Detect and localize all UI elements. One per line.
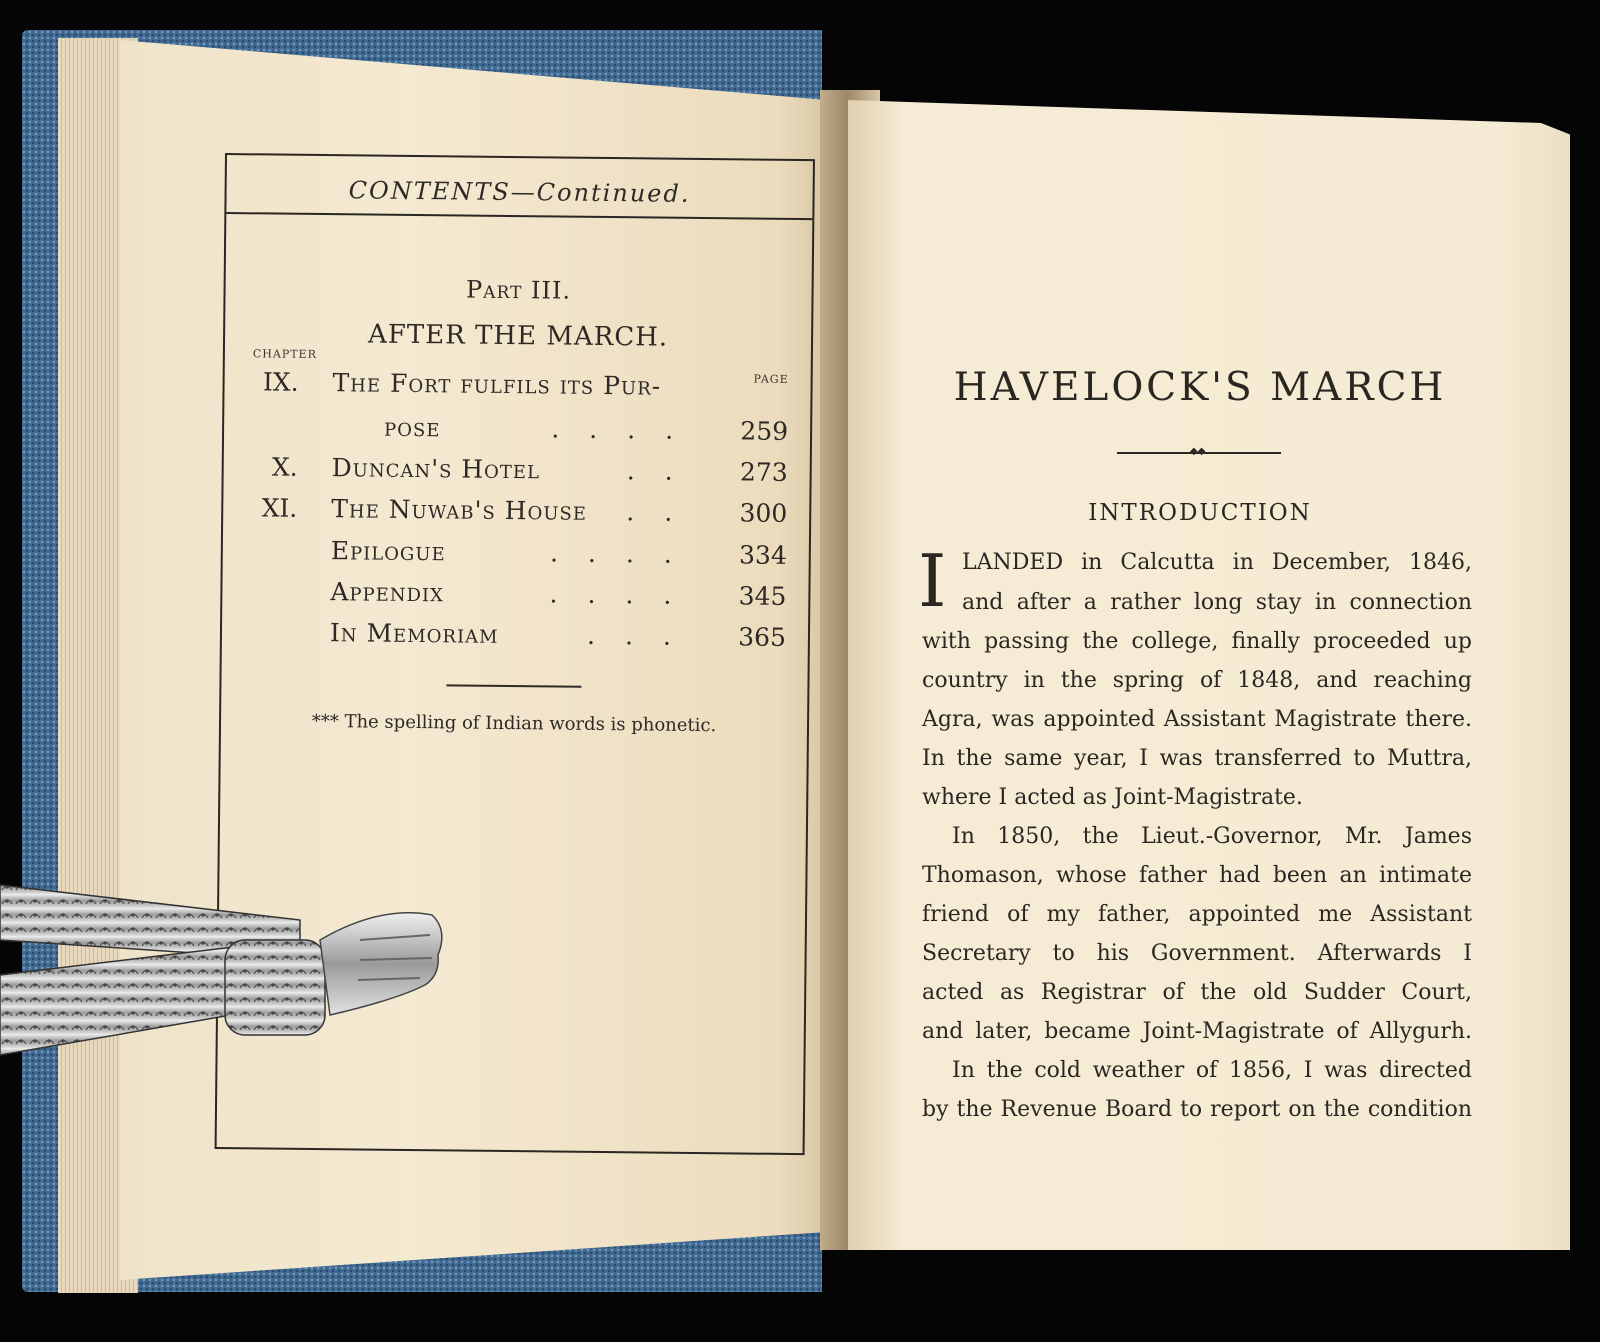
chapter-title: The Fort fulfils its Pur- [332,368,662,401]
text-line: by the Revenue Board to report on the condition [922,1097,1472,1122]
page-number: 259 [740,416,789,446]
contents-entry [224,367,788,409]
text-line: In the cold weather of 1856, I was directed [952,1058,1472,1083]
contents-entry [222,576,786,618]
page-column-label: PAGE [753,372,789,386]
page-number: 334 [738,540,787,570]
chapter-title: In Memoriam [329,618,499,649]
text-line: where I acted as Joint-Magistrate. [922,785,1303,810]
page-number: 345 [738,581,787,611]
contents-header: CONTENTS—Continued. [348,176,691,208]
leader-dots: ... [586,620,702,652]
chapter-title: Appendix [330,577,445,608]
text-line: with passing the college, finally proceeded up [922,629,1472,654]
chapter-number: XI. [261,493,298,523]
leader-dots: .... [549,538,702,570]
spelling-note: *** The spelling of Indian words is phonetic. [311,710,717,737]
text-line: Agra, was appointed Assistant Magistrate there. [922,707,1472,732]
silver-hand-bookmark-clip [0,880,460,1070]
text-line: acted as Registrar of the old Sudder Court, [922,980,1472,1005]
text-line: and after a rather long stay in connection [962,590,1472,615]
part-subtitle: AFTER THE MARCH. [367,319,669,353]
text-line: In the same year, I was transferred to Muttra, [922,746,1472,771]
contents-entry [223,493,787,535]
text-line: country in the spring of 1848, and reaching [922,668,1472,693]
leader-dots: .. [626,497,703,528]
text-line: Secretary to his Government. Afterwards I [922,941,1472,966]
leader-dots: .... [551,414,704,446]
contents-entry [222,617,786,659]
contents-rule [446,684,581,687]
contents-entry [223,535,787,577]
drop-cap: I [918,539,947,623]
ornament-diamond-icon: ◆◆ [1190,446,1206,457]
leader-dots: .. [626,456,703,487]
text-line: friend of my father, appointed me Assistant [922,902,1472,927]
text-line: In 1850, the Lieut.-Governor, Mr. James [952,824,1472,849]
chapter-column-label: CHAPTER [252,347,317,361]
chapter-number: X. [271,452,298,482]
text-line: Thomason, whose father had been an intimate [922,863,1472,888]
page-number: 273 [739,457,788,487]
chapter-title: Duncan's Hotel [331,453,541,485]
text-line: and later, became Joint-Magistrate of Allygurh. [922,1019,1472,1044]
chapter-number: IX. [262,367,299,397]
contents-entry [223,452,787,494]
part-title: Part III. [465,275,572,305]
book-title: HAVELOCK'S MARCH [953,365,1447,410]
chapter-title: pose [383,412,441,443]
introduction-heading: INTRODUCTION [1088,500,1312,526]
page-number: 365 [738,622,787,652]
page-number: 300 [739,498,788,528]
header-rule [226,212,812,220]
leader-dots: .... [549,579,702,611]
contents-entry [224,411,788,453]
text-line: LANDED in Calcutta in December, 1846, [962,550,1472,575]
chapter-title: Epilogue [330,536,446,567]
chapter-title: The Nuwab's House [331,494,588,526]
